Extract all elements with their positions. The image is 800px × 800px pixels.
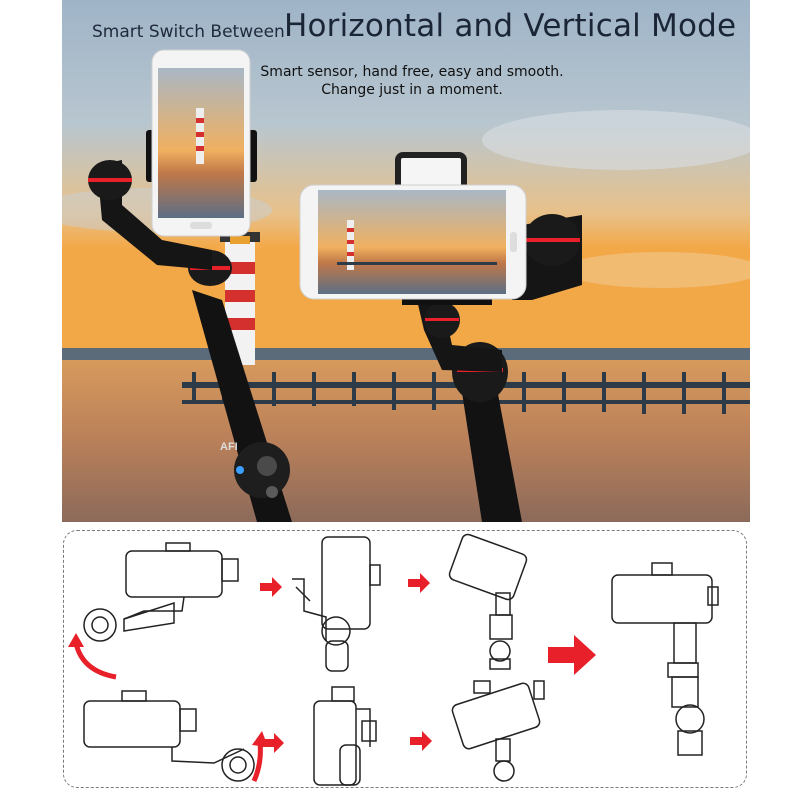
- mode-switch-diagram: [63, 530, 747, 788]
- phone-horizontal-screen: [318, 190, 506, 294]
- red-arrowhead-icon: [68, 633, 268, 747]
- step-1-horizontal: [84, 543, 238, 641]
- screen-pier: [337, 262, 497, 265]
- cloud: [482, 110, 750, 170]
- row2-step-2-folding: [314, 687, 376, 785]
- row2-step-1-horizontal: [84, 691, 254, 781]
- subtitle-line-1: Smart sensor, hand free, easy and smooth.: [260, 64, 564, 80]
- step-3-tilting: [448, 533, 528, 669]
- joystick-icon: [257, 456, 277, 476]
- row2-step-3-tilting: [451, 681, 544, 781]
- page-title: Horizontal and Vertical Mode: [284, 8, 737, 44]
- device-logo: AFI: [220, 441, 238, 453]
- phone-home-button: [190, 222, 212, 229]
- gimbal-left-top-red: [88, 178, 132, 182]
- red-arrow-right-icon: [260, 573, 596, 753]
- step-final-vertical-mode: [612, 563, 718, 755]
- mode-button-icon: [266, 486, 278, 498]
- step-2-folding: [292, 537, 380, 671]
- phone-home-button: [510, 232, 517, 252]
- hero-photo: [62, 0, 750, 522]
- led-indicator-icon: [236, 466, 244, 474]
- horizon-land: [62, 348, 750, 360]
- subtitle-line-2: Change just in a moment.: [321, 82, 503, 98]
- red-curved-rotate-icon: [76, 643, 260, 781]
- diagram-drawing: [64, 531, 748, 789]
- title-small: Smart Switch Between: [92, 22, 285, 42]
